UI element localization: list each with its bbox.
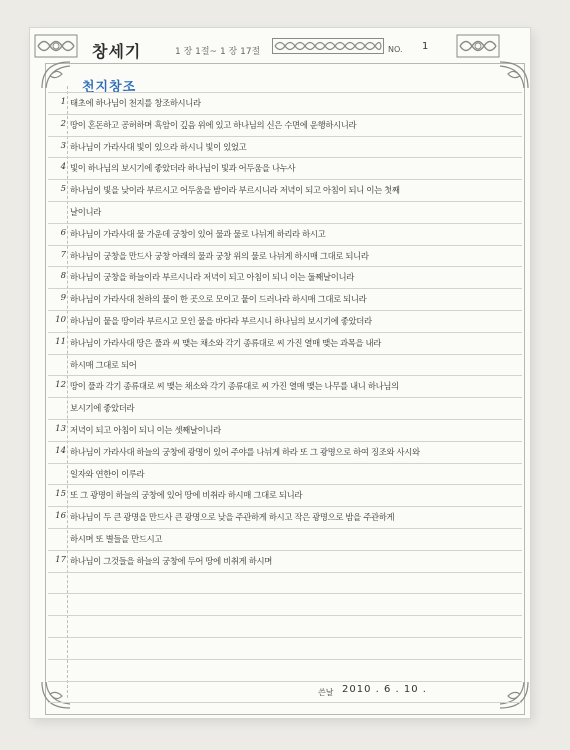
ruled-line <box>48 310 522 311</box>
verse-text: 하시매 그대로 되어 <box>70 359 137 370</box>
ruled-line <box>48 179 522 180</box>
corner-ornament-bottom-right-icon <box>496 680 530 710</box>
ornament-right-header-icon <box>456 34 500 58</box>
verse-text: 저녁이 되고 아침이 되니 이는 셋째날이니라 <box>70 425 221 435</box>
verse-row <box>48 266 522 288</box>
verse-row <box>48 441 522 463</box>
verse-row <box>48 92 522 114</box>
verse-row <box>48 157 522 179</box>
verse-number: 9 <box>60 293 66 304</box>
verse-number: 8 <box>60 271 66 282</box>
verse-text: 땅이 풀과 각기 종류대로 씨 맺는 채소와 각기 종류대로 씨 가진 열매 맺는 나무를 내니 하나님의 <box>70 381 399 392</box>
written-date-label: 쓴날 <box>318 688 334 697</box>
verse-row <box>48 245 522 267</box>
verse-number: 15 <box>55 489 66 500</box>
verse-text: 보시기에 좋았더라 <box>70 403 135 414</box>
verse-number: 5 <box>60 184 66 195</box>
ruled-line <box>48 223 522 224</box>
ornament-left-header-icon <box>34 34 78 58</box>
corner-ornament-top-left-icon <box>40 60 74 90</box>
verse-row <box>48 419 522 441</box>
ruled-line <box>48 681 522 682</box>
ruled-line <box>48 266 522 267</box>
corner-ornament-top-right-icon <box>496 60 530 90</box>
verse-row <box>48 201 522 223</box>
verse-text: 하나님이 가라사대 하늘의 궁창에 광명이 있어 주야를 나뉘게 하라 또 그 광명으로 하여 징조와 사시와 <box>70 446 420 457</box>
verse-text: 빛이 하나님의 보시기에 좋았더라 하나님이 빛과 어두움을 나누사 <box>70 163 296 174</box>
verse-number: 12 <box>55 380 66 391</box>
ruled-line <box>48 354 522 355</box>
section-title: 천지창조 <box>82 80 137 95</box>
ruled-line <box>48 92 522 93</box>
ruled-line <box>48 441 522 442</box>
ruled-line <box>48 419 522 420</box>
ruled-line <box>48 484 522 485</box>
verse-text: 하나님이 뭍을 땅이라 부르시고 모인 물을 바다라 부르시니 하나님의 보시기에 좋았더라 <box>70 316 372 326</box>
ruled-line <box>48 615 522 616</box>
ruled-line <box>48 201 522 202</box>
ruled-line <box>48 593 522 594</box>
verse-number: 6 <box>60 227 66 238</box>
verse-row <box>48 332 522 354</box>
verse-number: 17 <box>55 554 66 565</box>
ruled-line <box>48 528 522 529</box>
verse-row <box>48 223 522 245</box>
verse-text: 하나님이 두 큰 광명을 만드사 큰 광명으로 낮을 주관하게 하시고 작은 광명으로 밤을 주관하게 <box>70 512 395 523</box>
verse-text: 하나님이 가라사대 빛이 있으라 하시니 빛이 있었고 <box>70 141 247 152</box>
verse-row <box>48 136 522 158</box>
ruled-line <box>48 288 522 289</box>
verse-row <box>48 463 522 485</box>
ruled-line <box>48 463 522 464</box>
verse-text: 하시며 또 별들을 만드시고 <box>70 534 163 544</box>
verse-row <box>48 310 522 332</box>
verse-row <box>48 375 522 397</box>
ruled-line <box>48 245 522 246</box>
ruled-line <box>48 702 522 703</box>
verse-number: 3 <box>60 140 66 151</box>
verse-row <box>48 179 522 201</box>
verse-row <box>48 397 522 419</box>
verse-text: 하나님이 궁창을 하늘이라 부르시니라 저녁이 되고 아침이 되니 이는 둘째날이니라 <box>70 272 354 283</box>
ruled-line <box>48 375 522 376</box>
ruled-line <box>48 637 522 638</box>
page-number-label: NO. <box>388 45 403 54</box>
verse-number: 4 <box>60 162 66 173</box>
ruled-line <box>48 136 522 137</box>
ruled-line <box>48 114 522 115</box>
ruled-line <box>48 659 522 660</box>
verse-row <box>48 506 522 528</box>
book-title: 창세기 <box>92 42 142 61</box>
verse-text: 일자와 연한이 이루라 <box>70 468 145 479</box>
verse-text: 땅이 혼돈하고 공허하며 흑암이 깊음 위에 있고 하나님의 신은 수면에 운행하시니라 <box>70 119 357 130</box>
verse-text: 하나님이 가라사대 땅은 풀과 씨 맺는 채소와 각기 종류대로 씨 가진 열매 맺는 과목을 내라 <box>70 337 382 348</box>
verse-text: 하나님이 궁창을 만드사 궁창 아래의 물과 궁창 위의 물로 나뉘게 하시매 그대로 되니라 <box>70 250 369 261</box>
verse-text: 또 그 광명이 하늘의 궁창에 있어 땅에 비취라 하시매 그대로 되니라 <box>70 490 303 501</box>
verse-row <box>48 114 522 136</box>
verse-number: 11 <box>55 336 66 347</box>
verse-number: 16 <box>55 511 66 522</box>
written-date: 2010 . 6 . 10 . <box>342 684 427 695</box>
ruled-line <box>48 572 522 573</box>
verse-row <box>48 528 522 550</box>
verse-row <box>48 550 522 572</box>
verse-text: 태초에 하나님이 천지를 창조하시니라 <box>70 98 201 108</box>
ruled-line <box>48 506 522 507</box>
verse-number: 13 <box>55 424 66 434</box>
verse-text: 하나님이 그것들을 하늘의 궁창에 두어 땅에 비취게 하시며 <box>70 555 272 566</box>
verse-number: 10 <box>55 315 66 325</box>
verse-text: 하나님이 가라사대 물 가운데 궁창이 있어 물과 물로 나뉘게 하리라 하시고 <box>70 228 326 239</box>
corner-ornament-bottom-left-icon <box>40 680 74 710</box>
verse-number: 2 <box>60 118 66 129</box>
verse-number: 1 <box>60 97 66 107</box>
verse-row <box>48 484 522 506</box>
ruled-line <box>48 550 522 551</box>
ruled-line <box>48 332 522 333</box>
verse-row <box>48 288 522 310</box>
ruled-line <box>48 397 522 398</box>
ruled-line <box>48 157 522 158</box>
page-number-value: 1 <box>422 41 429 52</box>
ornament-band-icon <box>272 38 384 54</box>
chapter-range: 1 장 1절~ 1 장 17절 <box>175 47 261 57</box>
verse-text: 날이니라 <box>70 207 101 217</box>
verse-row <box>48 354 522 376</box>
verse-text: 하나님이 빛을 낮이라 부르시고 어두움을 밤이라 부르시니라 저녁이 되고 아침이 되니 이는 첫째 <box>70 185 400 196</box>
verse-number: 14 <box>55 445 66 456</box>
verse-text: 하나님이 가라사대 천하의 물이 한 곳으로 모이고 뭍이 드러나라 하시매 그대로 되니라 <box>70 294 367 305</box>
verse-number: 7 <box>60 249 66 260</box>
